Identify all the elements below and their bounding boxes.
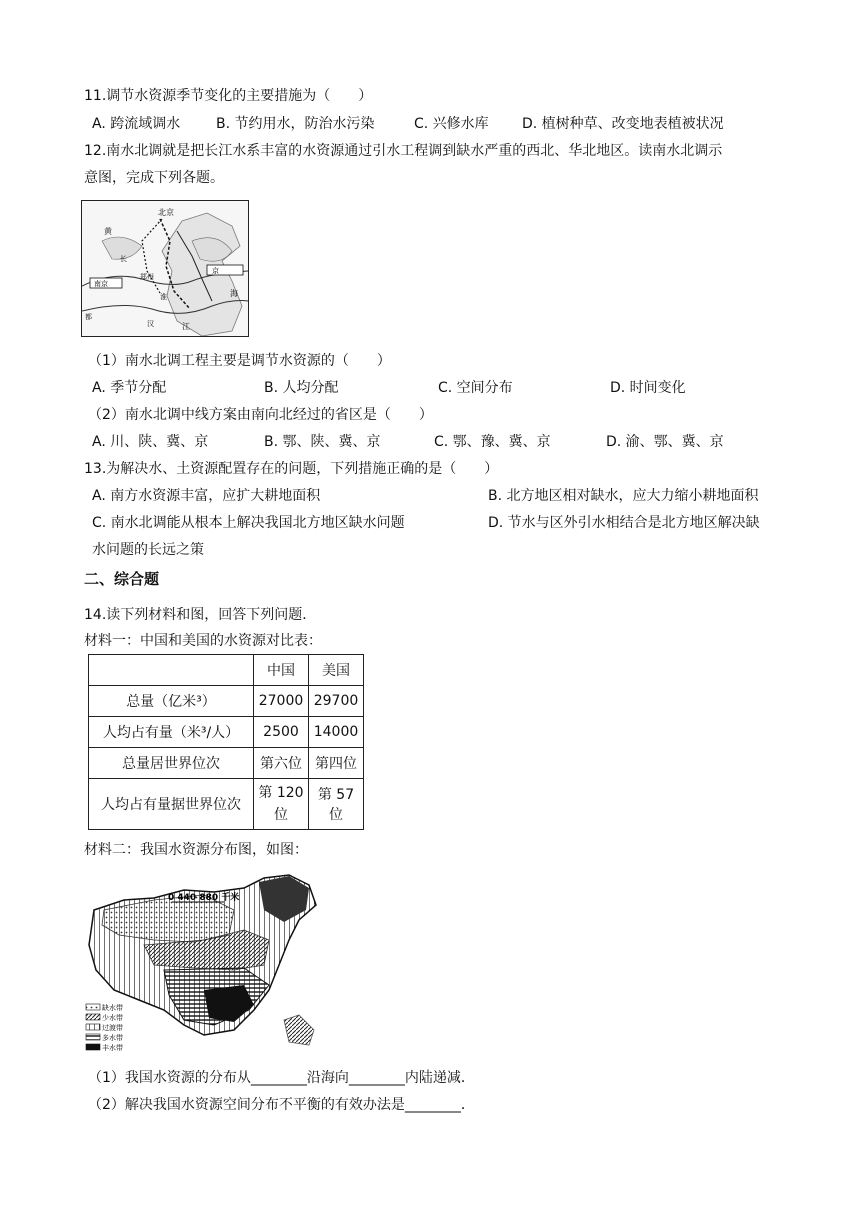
q11-option-b: B. 节约用水，防治水污染 [216,116,375,132]
map-label-huai: 淮 [160,293,167,301]
q12-stem-line2: 意图，完成下列各题。 [84,170,224,186]
map-label-han: 汉 [147,320,154,328]
table-cell: 27000 [254,686,309,717]
table-row [89,779,364,830]
q12-sub1-option-d: D. 时间变化 [610,380,686,396]
table-header-row [89,655,364,686]
table-cell: 人均占有量（米³/人） [89,717,254,748]
table-header-cell: 中国 [254,655,309,686]
south-north-water-map-drawing [82,201,248,336]
legend-item: 过渡带 [102,1024,123,1032]
map-legend [86,1003,123,1052]
q12-stem-line1: 12.南水北调就是把长江水系丰富的水资源通过引水工程调到缺水严重的西北、华北地区。读南水北调示 [84,143,723,159]
water-resource-comparison-table [88,654,364,830]
table-cell: 总量居世界位次 [89,748,254,779]
q12-sub1-option-b: B. 人均分配 [264,380,339,396]
table-cell: 总量（亿米³） [89,686,254,717]
q13-option-c: C. 南水北调能从根本上解决我国北方地区缺水问题 [92,515,405,531]
q13-option-d-continued: 水问题的长远之策 [92,542,204,558]
map-label-du: 都 [85,313,92,321]
q12-sub2-option-d: D. 渝、鄂、冀、京 [606,434,724,450]
map-label-nanjing: 南京 [94,280,108,288]
q14-stem: 14.读下列材料和图，回答下列问题． [84,607,317,623]
q11-option-c: C. 兴修水库 [414,116,489,132]
table-row [89,686,364,717]
table-cell: 人均占有量据世界位次 [89,779,254,830]
q12-sub2-option-b: B. 鄂、陕、冀、京 [264,434,381,450]
table-cell: 第六位 [254,748,309,779]
q14-sub2: （2）解决我国水资源空间分布不平衡的有效办法是________． [88,1097,475,1113]
map-label-hai: 海 [230,289,238,298]
q12-sub1-option-c: C. 空间分布 [438,380,513,396]
map-label-jing: 京 [212,267,219,275]
south-north-water-map [81,200,249,337]
q12-sub2-option-c: C. 鄂、豫、冀、京 [434,434,551,450]
table-cell: 2500 [254,717,309,748]
map-label-chang: 长 [120,255,127,263]
table-cell: 29700 [309,686,364,717]
legend-item: 丰水带 [102,1044,123,1052]
q14-material1: 材料一：中国和美国的水资源对比表： [84,633,322,649]
table-cell: 第四位 [309,748,364,779]
table-row [89,717,364,748]
table-cell: 第 120 位 [254,779,309,830]
q11-stem: 11.调节水资源季节变化的主要措施为（ ） [84,88,373,104]
table-row [89,748,364,779]
map-label-jiang: 江 [182,322,190,331]
china-water-map-drawing [84,870,330,1060]
map-label-beijing: 北京 [158,208,174,217]
legend-item: 缺水带 [102,1004,123,1012]
q13-option-b: B. 北方地区相对缺水，应大力缩小耕地面积 [488,488,759,504]
china-water-distribution-map [84,870,330,1060]
q13-option-d: D. 节水与区外引水相结合是北方地区解决缺 [488,515,760,531]
map-label-zhengzhou: 郑州 [140,273,154,281]
q13-option-a: A. 南方水资源丰富，应扩大耕地面积 [92,488,321,504]
q14-sub1: （1）我国水资源的分布从________沿海向________内陆递减． [88,1070,475,1086]
table-header-cell [89,655,254,686]
q14-material2: 材料二：我国水资源分布图，如图： [84,842,308,858]
q12-sub2-stem: （2）南水北调中线方案由南向北经过的省区是（ ） [88,407,433,423]
legend-item: 少水带 [102,1014,123,1022]
q12-sub2-option-a: A. 川、陕、冀、京 [92,434,209,450]
q12-sub1-option-a: A. 季节分配 [92,380,167,396]
map-label-yellow: 黄 [104,227,112,236]
q11-option-d: D. 植树种草、改变地表植被状况 [522,116,724,132]
q13-stem: 13.为解决水、土资源配置存在的问题，下列措施正确的是（ ） [84,461,499,477]
q12-sub1-stem: （1）南水北调工程主要是调节水资源的（ ） [88,353,391,369]
section-title: 二、综合题 [84,570,160,588]
map-scale-bar: 0 440 880 千米 [168,893,240,903]
table-cell: 14000 [309,717,364,748]
q11-option-a: A. 跨流域调水 [92,116,181,132]
legend-item: 多水带 [102,1034,123,1042]
table-header-cell: 美国 [309,655,364,686]
table-cell: 第 57 位 [309,779,364,830]
